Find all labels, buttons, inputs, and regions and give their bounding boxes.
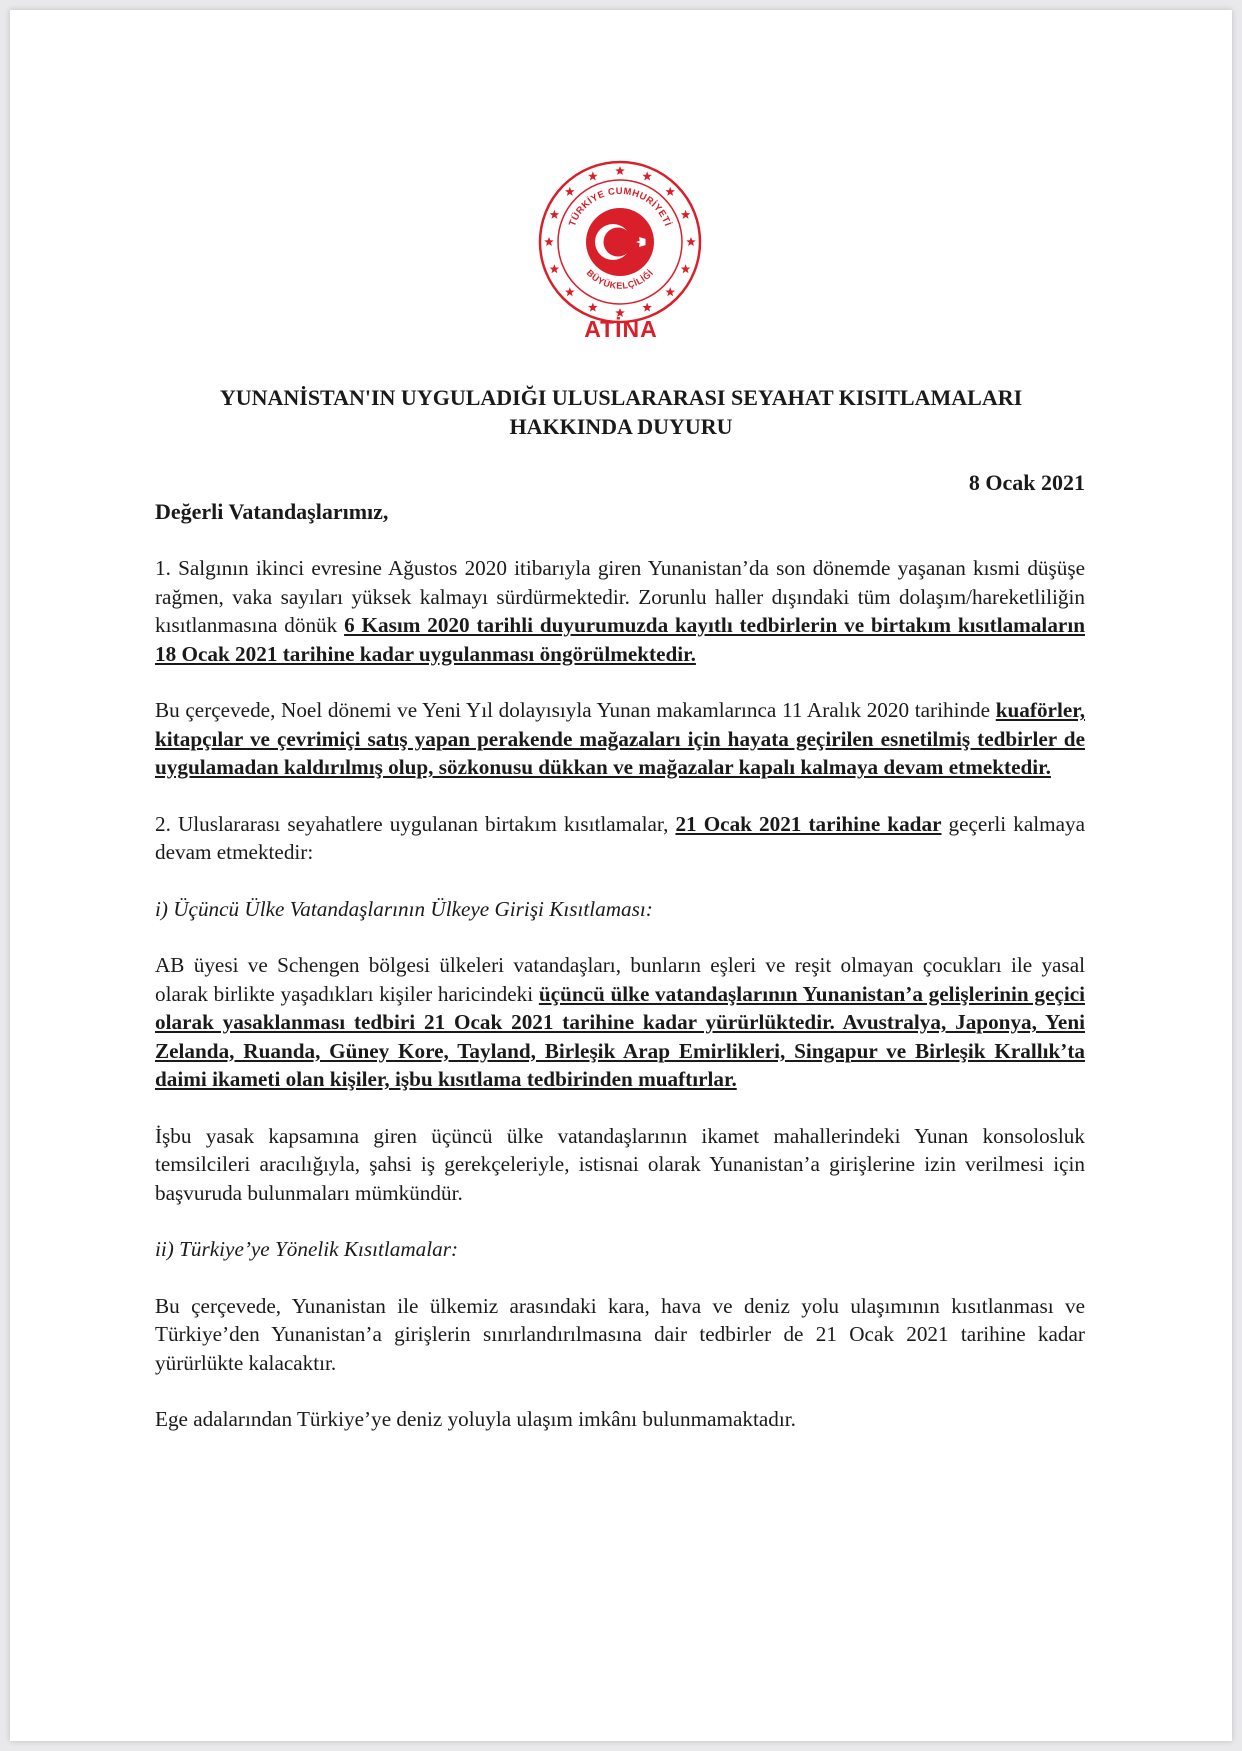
section-heading-2: ii) Türkiye’ye Yönelik Kısıtlamalar: (155, 1237, 459, 1261)
seal-star-icon (665, 287, 675, 296)
title-line-2: HAKKINDA DUYURU (509, 414, 733, 439)
greeting: Değerli Vatandaşlarımız, (155, 499, 389, 524)
seal-star-icon (544, 237, 554, 246)
seal-star-icon (588, 171, 598, 180)
emphasis-text: 21 Ocak 2021 tarihine kadar (675, 811, 942, 836)
title-line-1: YUNANİSTAN'IN UYGULADIĞI ULUSLARARASI SEYAHAT KISITLAMALARI (219, 385, 1023, 410)
emphasis-text: kuaförler, kitapçılar ve çevrimiçi satış yapan perakende mağazaları için hayata geçirilen esnetilmiş tedbirler de uygulamadan kaldırılmış olup, sözkonusu dükkan ve mağazalar kapalı kalmaya devam etmektedir. (155, 698, 1085, 779)
seal-star-icon (550, 210, 560, 219)
seal-star-icon (615, 166, 625, 175)
paragraph-2: Bu çerçevede, Noel dönemi ve Yeni Yıl dolayısıyla Yunan makamlarınca 11 Aralık 2020 tarihinde kuaförler, kitapçılar ve çevrimiçi satış yapan perakende mağazaları için hayata geçirilen esnetilmiş tedbirler de uygulamadan kaldırılmış olup, sözkonusu dükkan ve mağazalar kapalı kalmaya devam etmektedir. (155, 698, 1085, 779)
seal-star-icon (565, 287, 575, 296)
city-name: ATİNA (584, 316, 658, 342)
section-heading-1: i) Üçüncü Ülke Vatandaşlarının Ülkeye Girişi Kısıtlaması: (155, 896, 653, 921)
seal-star-icon (681, 210, 691, 219)
paragraph-3: 2. Uluslararası seyahatlere uygulanan birtakım kısıtlamalar, 21 Ocak 2021 tarihine kadar geçerli kalmaya devam etmektedir: (155, 811, 1085, 864)
paragraph-5: İşbu yasak kapsamına giren üçüncü ülke vatandaşlarının ikamet mahallerindeki Yunan konsolosluk temsilcileri aracılığıyla, şahsi iş gerekçeleriyle, istisnai olarak Yunanistan’a girişlerine izin verilmesi için başvuruda bulunmaları mümkündür. (155, 1123, 1085, 1205)
embassy-seal-logo (535, 157, 705, 327)
paragraph-4: AB üyesi ve Schengen bölgesi ülkeleri vatandaşları, bunların eşleri ve reşit olmayan çocukları ile yasal olarak birlikte yaşadıkları kişiler haricindeki üçüncü ülke vatandaşlarının Yunanistan’a gelişlerinin geçici olarak yasaklanması tedbiri 21 Ocak 2021 tarihine kadar yürürlüktedir. Avustralya, Japonya, Yeni Zelanda, Ruanda, Güney Kore, Tayland, Birleşik Arap Emirlikleri, Singapur ve Birleşik Krallık’ta daimi ikameti olan kişiler, işbu kısıtlama tedbirinden muaftırlar. (155, 953, 1085, 1091)
paragraph-6: Bu çerçevede, Yunanistan ile ülkemiz arasındaki kara, hava ve deniz yolu ulaşımının kısıtlanması ve Türkiye’den Yunanistan’a girişlerin sınırlandırılmasına dair tedbirler de 21 Ocak 2021 tarihine kadar yürürlükte kalacaktır. (155, 1293, 1085, 1375)
paragraph-7: Ege adalarından Türkiye’ye deniz yoluyla ulaşım imkânı bulunmamaktadır. (155, 1407, 796, 1431)
seal-star-icon (686, 237, 696, 246)
seal-star-icon (550, 264, 560, 273)
document-date: 8 Ocak 2021 (968, 470, 1085, 495)
emphasis-text: 6 Kasım 2020 tarihli duyurumuzda kayıtlı tedbirlerin ve birtakım kısıtlamaların 18 Ocak 2021 tarihine kadar uygulanması öngörülmektedir. (155, 613, 1085, 666)
seal-text-top: TÜRKİYE CUMHURİYETİ (566, 185, 674, 229)
emphasis-text: üçüncü ülke vatandaşlarının Yunanistan’a gelişlerinin geçici olarak yasaklanması tedbiri 21 Ocak 2021 tarihine kadar yürürlüktedir. Avustralya, Japonya, Yeni Zelanda, Ruanda, Güney Kore, Tayland, Birleşik Arap Emirlikleri, Singapur ve Birleşik Krallık’ta daimi ikameti olan kişiler, işbu kısıtlama tedbirinden muaftırlar. (155, 981, 1085, 1091)
document-body (155, 554, 1085, 1462)
document-title (140, 383, 1102, 441)
seal-star-icon (642, 303, 652, 312)
paragraph-1: 1. Salgının ikinci evresine Ağustos 2020 itibarıyla giren Yunanistan’da son dönemde yaşanan kısmi düşüşe rağmen, vaka sayıları yüksek kalmayı sürdürmektedir. Zorunlu haller dışındaki tüm dolaşım/hareketliliğin kısıtlanmasına dönük 6 Kasım 2020 tarihli duyurumuzda kayıtlı tedbirlerin ve birtakım kısıtlamaların 18 Ocak 2021 tarihine kadar uygulanması öngörülmektedir. (155, 556, 1085, 666)
seal-star-icon (665, 187, 675, 196)
seal-text-bottom: BÜYÜKELÇİLİĞİ (584, 267, 656, 291)
seal-star-icon (565, 187, 575, 196)
seal-star-icon (588, 303, 598, 312)
seal-star-icon (681, 264, 691, 273)
seal-star-icon (642, 171, 652, 180)
